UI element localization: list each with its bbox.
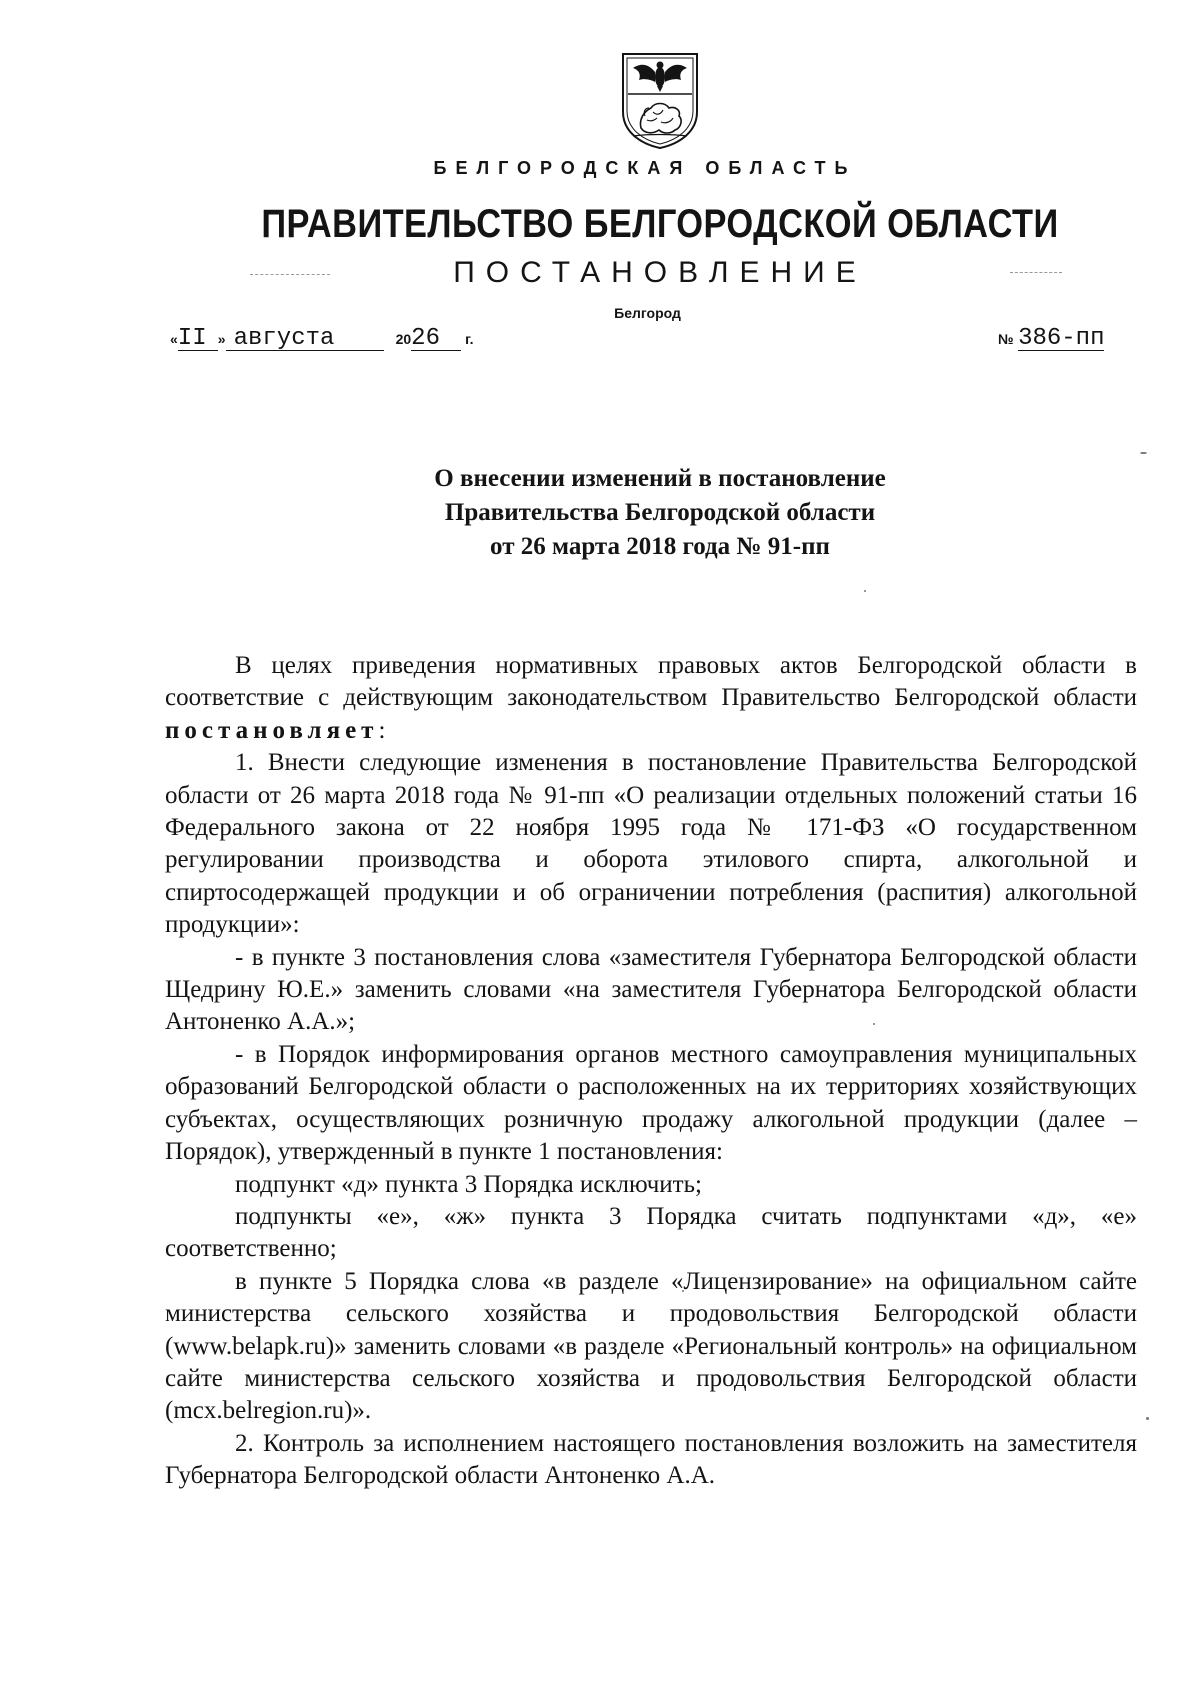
number-value: 386-пп [1018, 325, 1105, 352]
paragraph-2: 2. Контроль за исполнением настоящего постановления возложить на заместителя Губернатора Белгородской области Антоненко А.А. [165, 1429, 1137, 1490]
coat-of-arms-emblem [617, 50, 703, 150]
scan-mark [1140, 452, 1147, 454]
decree-word: постановляет [165, 716, 379, 744]
scan-mark [250, 274, 330, 275]
subject-line: от 26 марта 2018 года № 91-пп [490, 533, 830, 560]
date-month: августа [226, 328, 384, 351]
scan-mark [1146, 1417, 1149, 1420]
paragraph-1-item-a: - в пункте 3 постановления слова «заместителя Губернатора Белгородской области Щедрину Ю.Е.» заменить словами «на заместителя Губернатора Белгородской области Антоненко А.А.»; [165, 943, 1137, 1036]
preamble-paragraph [165, 650, 1137, 747]
document-number [998, 325, 1105, 352]
date-close-quote: » [217, 331, 226, 347]
government-title: ПРАВИТЕЛЬСТВО БЕЛГОРОДСКОЙ ОБЛАСТИ [261, 202, 1059, 246]
subject-line: Правительства Белгородской области [444, 499, 876, 526]
document-date [170, 325, 474, 352]
preamble-text: В целях приведения нормативных правовых актов Белгородской области в соответствие с действующим законодательством Правительство Белгородской области [165, 652, 1137, 712]
date-year-suffix: 26 [411, 328, 461, 351]
date-year-prefix: 20 [395, 331, 412, 347]
document-subject [0, 462, 1200, 564]
paragraph-1-item-b: - в Порядок информирования органов местного самоуправления муниципальных образований Белгородской области о расположенных на их территориях хозяйствующих субъектах, осуществляющих розничную продажу алкогольной продукции (далее – Порядок), утвержденный в пункте 1 постановления: [165, 1040, 1137, 1166]
subject-line: О внесении изменений в постановление [434, 465, 886, 492]
region-label: БЕЛГОРОДСКАЯ ОБЛАСТЬ [433, 158, 857, 178]
date-year-mark: г. [465, 331, 474, 347]
decree-colon: : [378, 716, 386, 744]
number-sign: № [998, 331, 1014, 347]
paragraph-1-subitem: подпункты «е», «ж» пункта 3 Порядка считать подпунктами «д», «е» соответственно; [165, 1202, 1137, 1263]
city-label: Белгород [614, 305, 681, 321]
scan-mark [1010, 272, 1062, 273]
scan-mark [864, 590, 866, 592]
date-day: II [178, 328, 218, 351]
paragraph-1: 1. Внести следующие изменения в постановление Правительства Белгородской области от 26 марта 2018 года № 91-пп «О реализации отдельных положений статьи 16 Федерального закона от 22 ноября 1995 года № 171-ФЗ «О государственном регулировании производства и оборота этилового спирта, алкогольной и спиртосодержащей продукции и об ограничении потребления (распития) алкогольной продукции»: [165, 749, 1137, 939]
paragraph-1-subitem: подпункт «д» пункта 3 Порядка исключить; [235, 1170, 702, 1198]
document-body [165, 650, 1137, 1493]
date-open-quote: « [170, 331, 178, 347]
paragraph-1-subitem: в пункте 5 Порядка слова «в разделе «Лицензирование» на официальном сайте министерства сельского хозяйства и продовольствия Белгородской области (www.belapk.ru)» заменить словами «в разделе «Региональный контроль» на официальном сайте министерства сельского хозяйства и продовольствия Белгородской области (mcx.belregion.ru)». [165, 1267, 1137, 1425]
document-type: ПОСТАНОВЛЕНИЕ [453, 256, 867, 289]
